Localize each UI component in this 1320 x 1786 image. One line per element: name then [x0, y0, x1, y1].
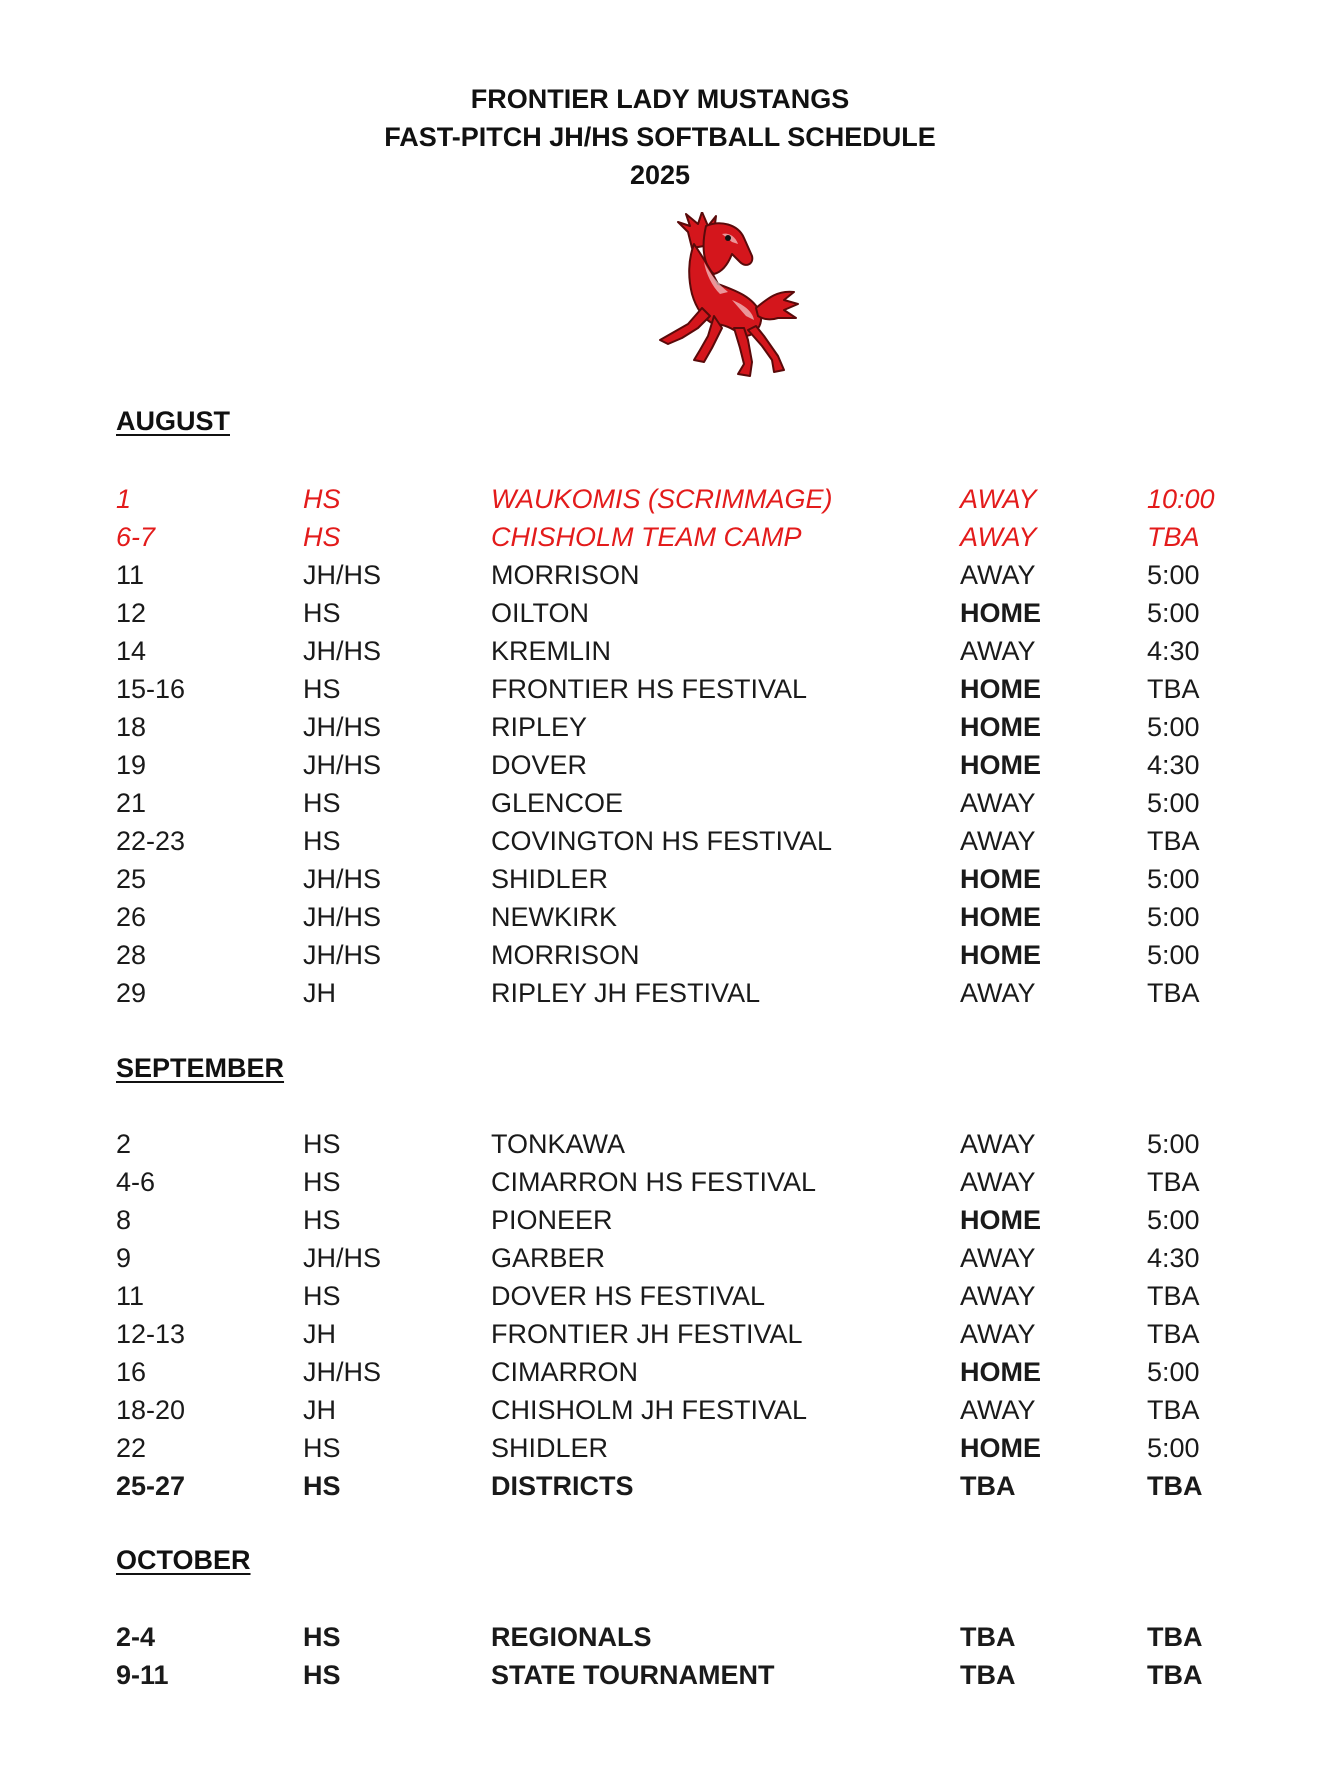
game-opponent: RIPLEY	[491, 712, 588, 742]
schedule-row	[0, 1391, 1320, 1429]
game-opponent: COVINGTON HS FESTIVAL	[491, 826, 833, 856]
game-opponent: KREMLIN	[491, 636, 612, 666]
game-level: JH/HS	[303, 864, 382, 894]
game-opponent: OILTON	[491, 598, 590, 628]
game-location: AWAY	[960, 1129, 1036, 1159]
game-date: 21	[116, 788, 147, 818]
game-time: TBA	[1147, 1319, 1200, 1349]
game-date: 19	[116, 750, 147, 780]
team-name-title: FRONTIER LADY MUSTANGS	[470, 84, 850, 114]
game-date: 18	[116, 712, 147, 742]
game-level: JH/HS	[303, 636, 382, 666]
schedule-year: 2025	[629, 160, 691, 190]
game-location: AWAY	[960, 978, 1036, 1008]
game-time: TBA	[1147, 1167, 1200, 1197]
game-time: TBA	[1147, 1622, 1203, 1652]
game-date: 26	[116, 902, 147, 932]
september-games-list	[0, 1125, 1320, 1505]
game-date: 12	[116, 598, 147, 628]
game-level: HS	[303, 598, 341, 628]
game-date: 15-16	[116, 674, 186, 704]
game-location: AWAY	[960, 1243, 1036, 1273]
game-date: 22-23	[116, 826, 186, 856]
game-location: AWAY	[960, 484, 1037, 514]
game-date: 28	[116, 940, 147, 970]
august-games-list	[0, 480, 1320, 1012]
game-level: JH	[303, 1319, 336, 1349]
game-location: HOME	[960, 598, 1041, 628]
game-level: HS	[303, 1433, 341, 1463]
game-time: TBA	[1147, 1660, 1203, 1690]
schedule-row	[0, 1656, 1320, 1694]
game-opponent: SHIDLER	[491, 864, 609, 894]
game-level: JH	[303, 1395, 336, 1425]
game-location: HOME	[960, 864, 1041, 894]
game-location: HOME	[960, 712, 1041, 742]
schedule-subtitle: FAST-PITCH JH/HS SOFTBALL SCHEDULE	[384, 122, 936, 152]
schedule-row	[0, 974, 1320, 1012]
game-level: JH/HS	[303, 1243, 382, 1273]
game-time: 5:00	[1147, 902, 1200, 932]
game-time: 5:00	[1147, 1433, 1200, 1463]
mustang-horse-icon	[648, 212, 800, 380]
game-opponent: CIMARRON	[491, 1357, 638, 1387]
game-level: HS	[303, 674, 341, 704]
game-opponent: DISTRICTS	[491, 1471, 634, 1501]
schedule-row	[0, 632, 1320, 670]
schedule-row	[0, 1277, 1320, 1315]
game-location: AWAY	[960, 522, 1037, 552]
game-time: TBA	[1147, 674, 1200, 704]
game-date: 2	[116, 1129, 132, 1159]
game-time: TBA	[1147, 1395, 1200, 1425]
schedule-row	[0, 860, 1320, 898]
game-time: 5:00	[1147, 712, 1200, 742]
game-date: 4-6	[116, 1167, 156, 1197]
game-time: 5:00	[1147, 864, 1200, 894]
schedule-title-block	[0, 80, 1320, 194]
game-opponent: MORRISON	[491, 940, 640, 970]
schedule-row	[0, 480, 1320, 518]
game-date: 16	[116, 1357, 147, 1387]
game-time: TBA	[1147, 826, 1200, 856]
game-location: AWAY	[960, 788, 1036, 818]
game-location: HOME	[960, 674, 1041, 704]
game-time: 4:30	[1147, 636, 1200, 666]
game-date: 9-11	[116, 1660, 169, 1690]
game-level: HS	[303, 1205, 341, 1235]
game-opponent: CHISHOLM JH FESTIVAL	[491, 1395, 808, 1425]
game-opponent: GLENCOE	[491, 788, 624, 818]
game-level: HS	[303, 788, 341, 818]
game-location: AWAY	[960, 826, 1036, 856]
game-time: 4:30	[1147, 1243, 1200, 1273]
game-date: 29	[116, 978, 147, 1008]
game-level: HS	[303, 1622, 341, 1652]
game-location: HOME	[960, 1357, 1041, 1387]
schedule-row	[0, 784, 1320, 822]
game-date: 12-13	[116, 1319, 186, 1349]
game-time: 5:00	[1147, 788, 1200, 818]
schedule-row	[0, 1125, 1320, 1163]
game-location: AWAY	[960, 560, 1036, 590]
game-level: HS	[303, 484, 341, 514]
game-level: HS	[303, 1129, 341, 1159]
game-level: HS	[303, 1471, 341, 1501]
schedule-row	[0, 1201, 1320, 1239]
game-time: TBA	[1147, 1471, 1203, 1501]
month-heading-august: AUGUST	[116, 406, 230, 436]
schedule-row	[0, 746, 1320, 784]
game-time: 4:30	[1147, 750, 1200, 780]
game-time: 5:00	[1147, 1129, 1200, 1159]
game-opponent: NEWKIRK	[491, 902, 618, 932]
game-location: HOME	[960, 902, 1041, 932]
game-location: HOME	[960, 1205, 1041, 1235]
game-opponent: DOVER	[491, 750, 588, 780]
game-level: JH	[303, 978, 336, 1008]
game-time: 5:00	[1147, 598, 1200, 628]
game-level: JH/HS	[303, 902, 382, 932]
game-date: 25	[116, 864, 147, 894]
game-time: 5:00	[1147, 1205, 1200, 1235]
game-location: HOME	[960, 940, 1041, 970]
month-heading-september: SEPTEMBER	[116, 1053, 285, 1083]
game-opponent: RIPLEY JH FESTIVAL	[491, 978, 761, 1008]
game-location: TBA	[960, 1622, 1016, 1652]
game-opponent: GARBER	[491, 1243, 606, 1273]
game-opponent: TONKAWA	[491, 1129, 626, 1159]
game-level: HS	[303, 826, 341, 856]
game-date: 14	[116, 636, 147, 666]
game-time: TBA	[1147, 1281, 1200, 1311]
schedule-row	[0, 708, 1320, 746]
game-location: AWAY	[960, 1319, 1036, 1349]
schedule-row	[0, 1353, 1320, 1391]
game-time: 5:00	[1147, 1357, 1200, 1387]
game-opponent: SHIDLER	[491, 1433, 609, 1463]
game-level: JH/HS	[303, 560, 382, 590]
game-opponent: FRONTIER HS FESTIVAL	[491, 674, 808, 704]
schedule-row	[0, 556, 1320, 594]
schedule-row	[0, 670, 1320, 708]
game-date: 9	[116, 1243, 132, 1273]
game-opponent: MORRISON	[491, 560, 640, 590]
month-heading-october: OCTOBER	[116, 1545, 251, 1575]
schedule-row	[0, 898, 1320, 936]
schedule-row	[0, 822, 1320, 860]
schedule-row	[0, 1163, 1320, 1201]
schedule-row	[0, 1618, 1320, 1656]
game-opponent: STATE TOURNAMENT	[491, 1660, 775, 1690]
game-date: 25-27	[116, 1471, 186, 1501]
game-opponent: REGIONALS	[491, 1622, 652, 1652]
schedule-row	[0, 1429, 1320, 1467]
game-level: JH/HS	[303, 1357, 382, 1387]
october-games-list	[0, 1618, 1320, 1694]
game-level: JH/HS	[303, 712, 382, 742]
schedule-row	[0, 518, 1320, 556]
game-location: AWAY	[960, 636, 1036, 666]
game-time: 5:00	[1147, 560, 1200, 590]
game-location: AWAY	[960, 1281, 1036, 1311]
game-location: TBA	[960, 1660, 1016, 1690]
game-level: JH/HS	[303, 750, 382, 780]
game-location: TBA	[960, 1471, 1016, 1501]
game-level: HS	[303, 1660, 341, 1690]
schedule-row	[0, 936, 1320, 974]
game-date: 1	[116, 484, 132, 514]
game-opponent: PIONEER	[491, 1205, 613, 1235]
game-location: AWAY	[960, 1167, 1036, 1197]
game-date: 18-20	[116, 1395, 186, 1425]
game-opponent: WAUKOMIS (SCRIMMAGE)	[491, 484, 833, 514]
game-opponent: CHISHOLM TEAM CAMP	[491, 522, 802, 552]
game-opponent: CIMARRON HS FESTIVAL	[491, 1167, 817, 1197]
game-date: 22	[116, 1433, 147, 1463]
game-date: 8	[116, 1205, 132, 1235]
game-level: HS	[303, 1281, 341, 1311]
game-time: TBA	[1147, 522, 1200, 552]
game-date: 2-4	[116, 1622, 156, 1652]
game-time: TBA	[1147, 978, 1200, 1008]
schedule-row	[0, 594, 1320, 632]
game-location: HOME	[960, 1433, 1041, 1463]
game-date: 6-7	[116, 522, 156, 552]
game-date: 11	[116, 560, 145, 590]
game-location: AWAY	[960, 1395, 1036, 1425]
game-time: 5:00	[1147, 940, 1200, 970]
game-level: HS	[303, 1167, 341, 1197]
game-location: HOME	[960, 750, 1041, 780]
schedule-row	[0, 1467, 1320, 1505]
game-level: HS	[303, 522, 341, 552]
game-opponent: FRONTIER JH FESTIVAL	[491, 1319, 803, 1349]
schedule-row	[0, 1315, 1320, 1353]
game-date: 11	[116, 1281, 145, 1311]
game-level: JH/HS	[303, 940, 382, 970]
game-opponent: DOVER HS FESTIVAL	[491, 1281, 766, 1311]
schedule-row	[0, 1239, 1320, 1277]
game-time: 10:00	[1147, 484, 1215, 514]
